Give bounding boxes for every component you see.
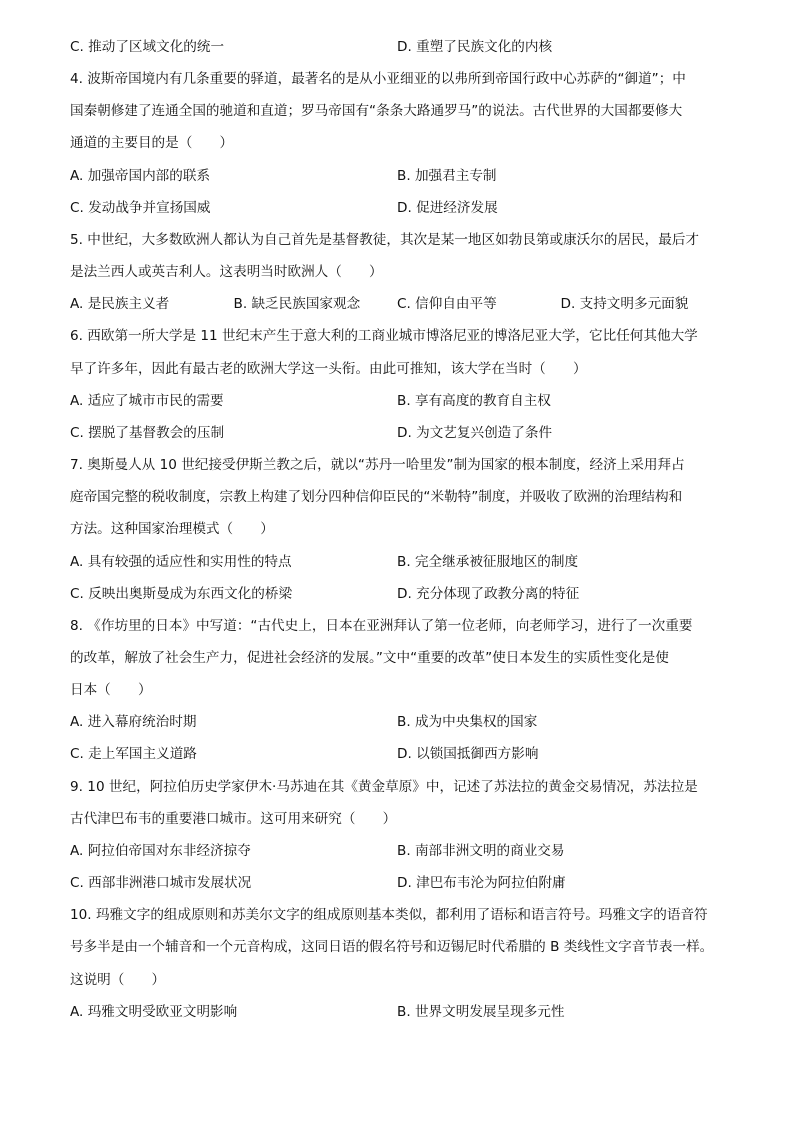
question-stem-line: 通道的主要目的是（ ）: [70, 135, 234, 152]
options-row: [70, 288, 730, 320]
option-a: A. 具有较强的适应性和实用性的特点: [70, 553, 292, 570]
question-stem-line: 5. 中世纪，大多数欧洲人都认为自己首先是基督教徒，其次是某一地区如勃艮第或康沃尔的居民，最后才: [70, 231, 700, 248]
question-stem-line: 7. 奥斯曼人从 10 世纪接受伊斯兰教之后，就以“苏丹一哈里发”制为国家的根本制度，经济上采用拜占: [70, 457, 685, 474]
question-5: [70, 224, 730, 320]
previous-question-options: [70, 31, 730, 63]
question-6: [70, 320, 730, 449]
option-a: A. 适应了城市市民的需要: [70, 392, 224, 409]
option-b: B. 南部非洲文明的商业交易: [397, 842, 565, 859]
option-c: C. 摆脱了基督教会的压制: [70, 424, 225, 441]
option-b: B. 加强君主专制: [397, 167, 497, 184]
question-stem-line: 的改革，解放了社会生产力，促进社会经济的发展。”文中“重要的改革”使日本发生的实质性变化是使: [70, 649, 669, 666]
question-4: [70, 63, 730, 224]
options-row: [70, 192, 730, 224]
option-d: D. 充分体现了政教分离的特征: [397, 585, 580, 602]
options-row: [70, 738, 730, 770]
question-8: [70, 610, 730, 771]
option-a: A. 阿拉伯帝国对东非经济掠夺: [70, 842, 251, 859]
option-a: A. 加强帝国内部的联系: [70, 167, 211, 184]
options-row: [70, 160, 730, 192]
option-d: D. 津巴布韦沦为阿拉伯附庸: [397, 875, 566, 892]
option-a: A. 玛雅文明受欧亚文明影响: [70, 1003, 238, 1020]
option-c: C. 走上军国主义道路: [70, 746, 197, 763]
options-row: [70, 546, 730, 578]
option-a: A. 进入幕府统治时期: [70, 714, 197, 731]
options-row: [70, 706, 730, 738]
option-b: B. 缺乏民族国家观念: [233, 296, 361, 313]
options-row: [70, 417, 730, 449]
option-b: B. 完全继承被征服地区的制度: [397, 553, 579, 570]
question-7: [70, 449, 730, 610]
option-c: C. 推动了区域文化的统一: [70, 39, 225, 55]
question-stem-line: 方法。这种国家治理模式（ ）: [70, 521, 274, 538]
option-d: D. 以锁国抵御西方影响: [397, 746, 539, 763]
question-stem-line: 6. 西欧第一所大学是 11 世纪末产生于意大利的工商业城市博洛尼亚的博洛尼亚大学，它比任何其他大学: [70, 328, 698, 345]
question-stem-line: 号多半是由一个辅音和一个元音构成，这同日语的假名符号和迈锡尼时代希腊的 B 类线性文字音节表一样。: [70, 939, 714, 956]
option-c: C. 西部非洲港口城市发展状况: [70, 875, 252, 892]
question-stem-line: 古代津巴布韦的重要港口城市。这可用来研究（ ）: [70, 810, 397, 827]
options-row: [70, 867, 730, 899]
question-stem-line: 这说明（ ）: [70, 971, 166, 988]
option-d: D. 为文艺复兴创造了条件: [397, 424, 553, 441]
options-row: [70, 835, 730, 867]
option-b: B. 世界文明发展呈现多元性: [397, 1003, 565, 1020]
question-stem-line: 8. 《作坊里的日本》中写道：“古代史上，日本在亚洲拜认了第一位老师，向老师学习，进行了一次重要: [70, 617, 693, 634]
option-c: C. 发动战争并宣扬国威: [70, 199, 211, 216]
option-d: D. 重塑了民族文化的内核: [397, 39, 553, 55]
question-stem-line: 4. 波斯帝国境内有几条重要的驿道，最著名的是从小亚细亚的以弗所到帝国行政中心苏萨的“御道”；中: [70, 71, 686, 88]
option-b: B. 成为中央集权的国家: [397, 714, 538, 731]
option-c: C. 反映出奥斯曼成为东西文化的桥梁: [70, 585, 293, 602]
question-stem-line: 10. 玛雅文字的组成原则和苏美尔文字的组成原则基本类似，都利用了语标和语言符号。玛雅文字的语音符: [70, 907, 708, 924]
options-row: [70, 996, 730, 1028]
question-stem-line: 国秦朝修建了连通全国的驰道和直道；罗马帝国有“条条大路通罗马”的说法。古代世界的大国都要修大: [70, 103, 683, 120]
option-a: A. 是民族主义者: [70, 296, 170, 313]
question-stem-line: 日本（ ）: [70, 682, 152, 699]
question-10: [70, 899, 730, 1028]
question-stem-line: 9. 10 世纪，阿拉伯历史学家伊木·马苏迪在其《黄金草原》中，记述了苏法拉的黄金交易情况，苏法拉是: [70, 778, 698, 795]
options-row: [70, 578, 730, 610]
question-stem-line: 是法兰西人或英吉利人。这表明当时欧洲人（ ）: [70, 264, 383, 281]
option-d: D. 促进经济发展: [397, 199, 498, 216]
question-9: [70, 771, 730, 900]
option-d: D. 支持文明多元面貌: [560, 296, 689, 313]
option-b: B. 享有高度的教育自主权: [397, 392, 551, 409]
option-c: C. 信仰自由平等: [397, 296, 497, 313]
question-list: [70, 63, 730, 1028]
question-stem-line: 庭帝国完整的税收制度，宗教上构建了划分四种信仰臣民的“米勒特”制度，并吸收了欧洲的治理结构和: [70, 489, 683, 506]
options-row: [70, 385, 730, 417]
exam-page: [70, 31, 730, 1028]
question-stem-line: 早了许多年，因此有最古老的欧洲大学这一头衔。由此可推知，该大学在当时（ ）: [70, 360, 587, 377]
